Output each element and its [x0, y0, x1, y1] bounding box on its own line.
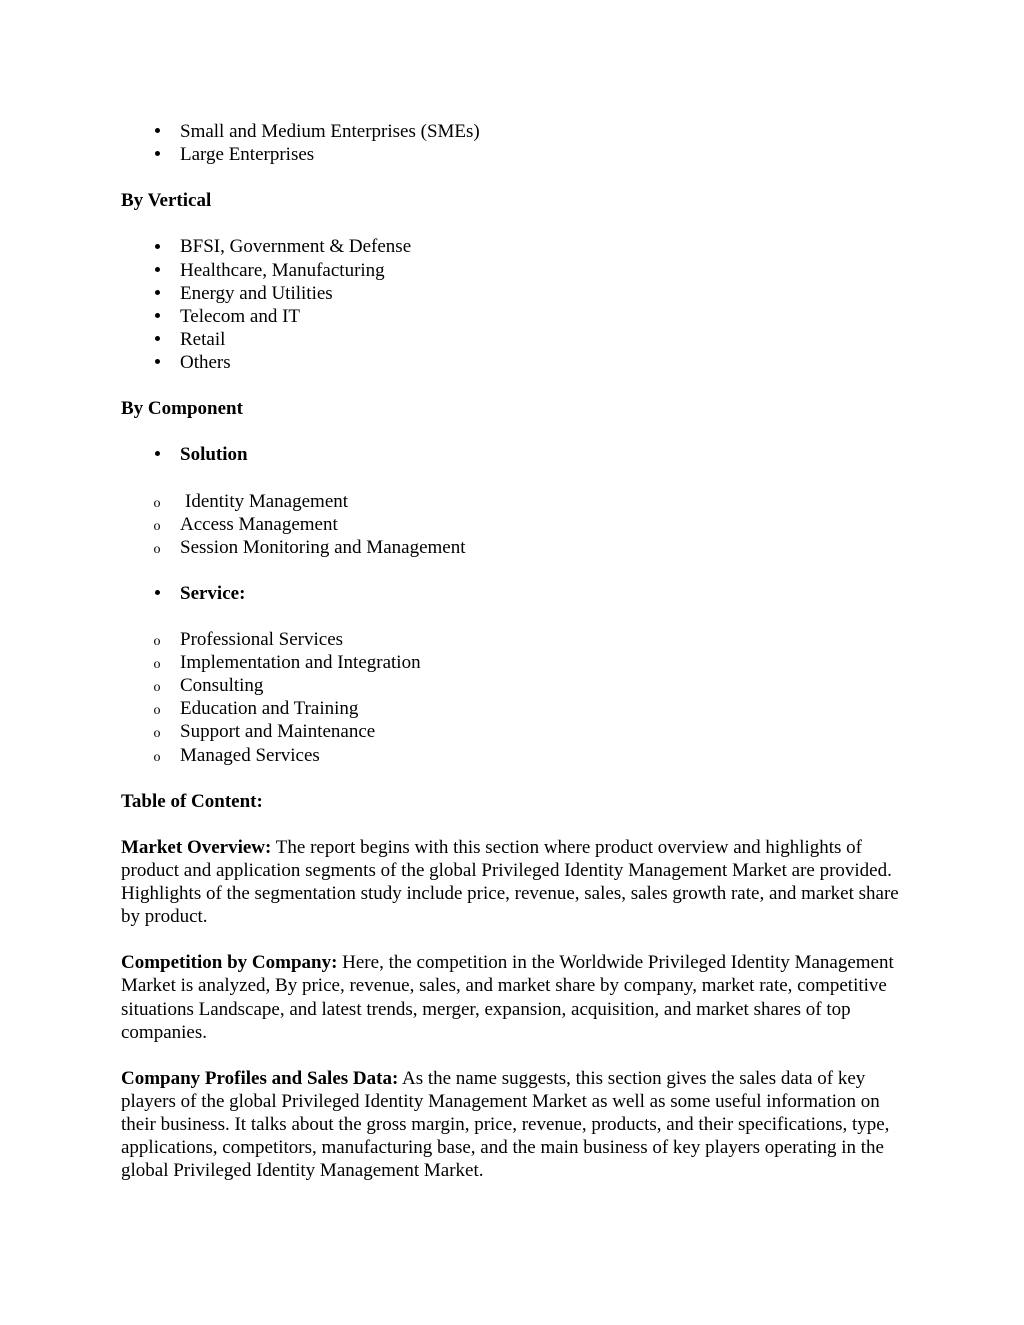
circle-bullet-icon: o [153, 541, 161, 557]
list-item-text: Managed Services [180, 744, 320, 766]
section-title: Market Overview: [121, 836, 272, 858]
solution-list [121, 443, 911, 466]
bullet-icon [150, 120, 164, 143]
list-item [121, 282, 911, 305]
list-item-text: Small and Medium Enterprises (SMEs) [180, 121, 480, 142]
list-item [121, 143, 911, 166]
list-item [121, 720, 911, 743]
toc-section-market-overview [121, 836, 911, 928]
list-item-text: Retail [180, 328, 226, 350]
list-item [121, 490, 911, 513]
service-label: Service: [180, 582, 246, 604]
list-item-text: Healthcare, Manufacturing [180, 259, 385, 281]
list-item [121, 582, 911, 605]
list-item [121, 513, 911, 536]
service-list [121, 582, 911, 605]
section-title: Company Profiles and Sales Data: [121, 1067, 399, 1089]
bullet-icon [150, 351, 164, 374]
list-item-text: Telecom and IT [180, 305, 301, 327]
list-item-text: Support and Maintenance [180, 721, 376, 743]
service-sublist [121, 628, 911, 767]
list-item-text: Large Enterprises [180, 144, 315, 166]
solution-label: Solution [180, 444, 248, 466]
circle-bullet-icon: o [153, 518, 161, 534]
list-item-text: Consulting [180, 675, 264, 697]
toc-section-company-profiles [121, 1067, 911, 1182]
list-item [121, 235, 911, 258]
list-item-text: Access Management [180, 513, 338, 535]
list-item [121, 651, 911, 674]
list-item [121, 697, 911, 720]
bullet-icon [150, 582, 164, 605]
section-text: The report begins with this section where product overview and highlights of product and application segments of the global Privileged Identity Management Market are provided. Highlights of the segmentation study include price, revenue, sales, sales growth rate, and market share by product. [121, 836, 899, 928]
list-item-text: Implementation and Integration [180, 652, 421, 674]
list-item [121, 259, 911, 282]
bullet-icon [150, 328, 164, 351]
list-item [121, 674, 911, 697]
vertical-list [121, 235, 911, 374]
list-item [121, 443, 911, 466]
bullet-icon [150, 143, 164, 166]
circle-bullet-icon: o [153, 749, 161, 765]
list-item-text: Others [180, 351, 231, 373]
list-item [121, 744, 911, 767]
circle-bullet-icon: o [153, 680, 161, 696]
list-item-text: Session Monitoring and Management [180, 536, 466, 558]
solution-sublist [121, 490, 911, 559]
circle-bullet-icon: o [153, 657, 161, 673]
list-item [121, 628, 911, 651]
list-item-text: BFSI, Government & Defense [180, 236, 412, 258]
list-item [121, 351, 911, 374]
section-text: As the name suggests, this section gives the sales data of key players of the global Privileged Identity Management Market as well as some useful information on their business. It talks about the gross margin, price, revenue, products, and their specifications, type, applications, competitors, manufacturing base, and the main business of key players operating in the global Privileged Identity Management Market. [121, 1067, 890, 1182]
toc-section-competition [121, 951, 911, 1043]
list-item-text: Professional Services [180, 629, 344, 651]
list-item [121, 536, 911, 559]
list-item [121, 328, 911, 351]
circle-bullet-icon: o [153, 726, 161, 742]
document-page [121, 120, 911, 1205]
circle-bullet-icon: o [153, 495, 161, 511]
bullet-icon [150, 235, 164, 258]
toc-heading: Table of Content: [121, 790, 263, 812]
bullet-icon [150, 443, 164, 466]
list-item [121, 120, 911, 143]
list-item-text: Identity Management [185, 490, 349, 512]
vertical-heading: By Vertical [121, 190, 212, 212]
bullet-icon [150, 259, 164, 282]
bullet-icon [150, 305, 164, 328]
list-item [121, 305, 911, 328]
enterprise-size-list [121, 120, 911, 166]
section-title: Competition by Company: [121, 952, 338, 974]
list-item-text: Energy and Utilities [180, 282, 333, 304]
list-item-text: Education and Training [180, 698, 359, 720]
component-heading: By Component [121, 398, 243, 420]
circle-bullet-icon: o [153, 703, 161, 719]
bullet-icon [150, 282, 164, 305]
section-text: Here, the competition in the Worldwide Privileged Identity Management Market is analyzed, By price, revenue, sales, and market share by company, market rate, competitive situations Landscape, and latest trends, merger, expansion, acquisition, and market shares of top companies. [121, 952, 894, 1043]
circle-bullet-icon: o [153, 634, 161, 650]
